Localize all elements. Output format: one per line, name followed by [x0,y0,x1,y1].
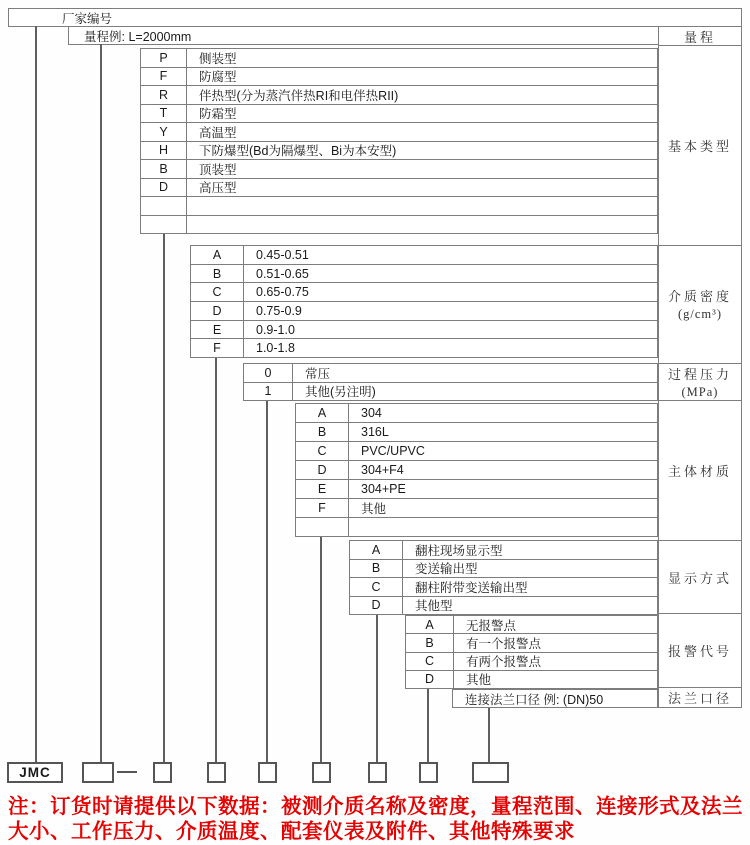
table-row [296,422,657,441]
code-cell: B [350,560,403,578]
description-cell [349,518,657,536]
table-row [191,338,657,357]
description-cell: 1.0-1.8 [256,341,295,356]
category-label-range: 量程 [683,29,716,45]
order-note-line2: 大小、工作压力、介质温度、配套仪表及附件、其他特殊要求 [8,820,575,843]
code-cell: A [296,404,349,422]
code-cell: R [141,86,187,104]
description-cell: 其他(另注明) [305,385,376,400]
code-cell: F [141,68,187,86]
code-cell: Y [141,123,187,141]
description-cell: 有一个报警点 [466,636,542,651]
description-cell: 0.51-0.65 [256,266,309,281]
table-row [406,616,657,633]
code-cell: D [406,671,454,688]
code-cell [296,518,349,536]
code-cell: 0 [244,364,293,382]
category-label-pressure: 过程压力 (MPa) [659,363,741,401]
flange-size-row: 连接法兰口径 例: (DN)50 [452,689,658,708]
model-prefix-box: JMC [7,762,63,783]
table-row [350,559,657,578]
model-code-box-display [368,762,387,783]
category-label-density: 介质密度 (g/cm³) [659,245,741,362]
table-row [141,178,657,197]
code-cell: H [141,142,187,160]
description-cell: 翻柱附带变送输出型 [415,580,528,595]
model-code-box-density [207,762,226,783]
code-cell: P [141,49,187,67]
connector-line-display [376,615,378,763]
code-cell: E [191,321,244,339]
code-cell: C [350,578,403,596]
table-row [350,577,657,596]
description-cell: 顶装型 [199,162,237,177]
table-row [141,159,657,178]
pressure-table [243,363,658,401]
code-cell: E [296,480,349,498]
description-cell [187,197,657,215]
description-cell: 侧装型 [199,51,237,66]
description-cell: 高压型 [199,181,237,196]
code-cell: C [406,653,454,670]
table-row [296,498,657,517]
density-table [190,245,658,358]
table-row [406,633,657,651]
description-cell [187,216,657,234]
order-note [8,794,748,844]
table-row [406,670,657,688]
connector-line-manufacturer [35,26,37,763]
description-cell: 翻柱现场显示型 [415,543,503,558]
code-cell: F [296,499,349,517]
connector-line-basic-type [163,234,165,763]
description-cell: 防霜型 [199,107,237,122]
code-cell: B [191,265,244,283]
description-cell: 0.45-0.51 [256,247,309,262]
table-row [244,364,657,382]
description-cell: 其他 [361,502,387,516]
connector-line-alarm [427,689,429,763]
table-row [141,215,657,234]
model-code-box-range [82,762,114,783]
description-cell: 其他 [466,673,492,688]
code-cell: A [406,616,454,633]
table-row [141,196,657,215]
code-cell: D [350,597,403,615]
code-cell: A [191,246,244,264]
table-row [191,301,657,320]
description-cell: 0.65-0.75 [256,285,309,300]
connector-line-material [320,537,322,763]
table-row [141,104,657,123]
description-cell: 防腐型 [199,70,237,85]
table-row [350,541,657,559]
table-row [244,382,657,401]
range-example-label: 量程例: L=2000mm [84,29,192,44]
category-label-column [658,26,742,708]
alarm-code-table [405,615,658,689]
code-cell: B [141,160,187,178]
code-cell: D [191,302,244,320]
display-mode-table [349,540,658,615]
table-row [406,652,657,670]
description-cell: 316L [361,425,389,439]
table-row [296,404,657,422]
description-cell: 304 [361,406,382,420]
connector-line-density [215,358,217,763]
range-example-row [68,26,659,45]
table-row [141,122,657,141]
code-cell: C [191,283,244,301]
code-cell: 1 [244,383,293,401]
category-label-alarm: 报警代号 [659,613,741,687]
code-cell: D [141,179,187,197]
code-cell: F [191,339,244,357]
description-cell: 高温型 [199,125,237,140]
category-label-basic-type: 基本类型 [659,45,741,245]
manufacturer-label: 厂家编号 [62,11,113,26]
category-label-display: 显示方式 [659,540,741,614]
description-cell: PVC/UPVC [361,444,425,458]
material-table [295,403,658,537]
code-cell: B [296,423,349,441]
category-label-material: 主体材质 [659,400,741,539]
model-code-box-basic-type [153,762,172,783]
table-row [191,320,657,339]
code-cell: B [406,634,454,651]
table-row [296,460,657,479]
order-note-line1: 注：订货时请提供以下数据：被测介质名称及密度，量程范围、连接形式及法兰 [8,795,743,818]
table-row [191,282,657,301]
description-cell: 伴热型(分为蒸汽伴热RI和电伴热RII) [199,88,399,103]
connector-line-pressure [266,401,268,763]
code-cell: C [296,442,349,460]
description-cell: 0.75-0.9 [256,303,302,318]
description-cell: 常压 [305,366,331,381]
category-label-flange: 法兰口径 [659,687,741,707]
table-row [191,246,657,264]
code-cell: D [296,461,349,479]
description-cell: 304+F4 [361,463,404,477]
table-row [296,441,657,460]
description-cell: 有两个报警点 [466,655,542,670]
connector-line-range [100,44,102,763]
table-row [141,49,657,67]
basic-type-table [140,48,658,234]
connector-line-flange [488,708,490,763]
model-code-box-pressure [258,762,277,783]
model-code-box-flange [472,762,509,783]
description-cell: 无报警点 [466,618,517,633]
table-row [141,67,657,86]
code-cell [141,216,187,234]
table-row [296,517,657,536]
description-cell: 下防爆型(Bd为隔爆型、Bi为本安型) [199,144,397,159]
code-cell: A [350,541,403,559]
table-row [141,85,657,104]
description-cell: 其他型 [415,599,453,614]
table-row [350,596,657,615]
table-row [296,479,657,498]
code-cell: T [141,105,187,123]
model-separator [117,771,137,773]
description-cell: 变送输出型 [415,562,478,577]
description-cell: 304+PE [361,482,406,496]
code-cell [141,197,187,215]
table-row [191,264,657,283]
table-row [141,141,657,160]
description-cell: 0.9-1.0 [256,322,295,337]
model-code-box-alarm [419,762,438,783]
model-code-box-material [312,762,331,783]
manufacturer-row [8,8,742,27]
